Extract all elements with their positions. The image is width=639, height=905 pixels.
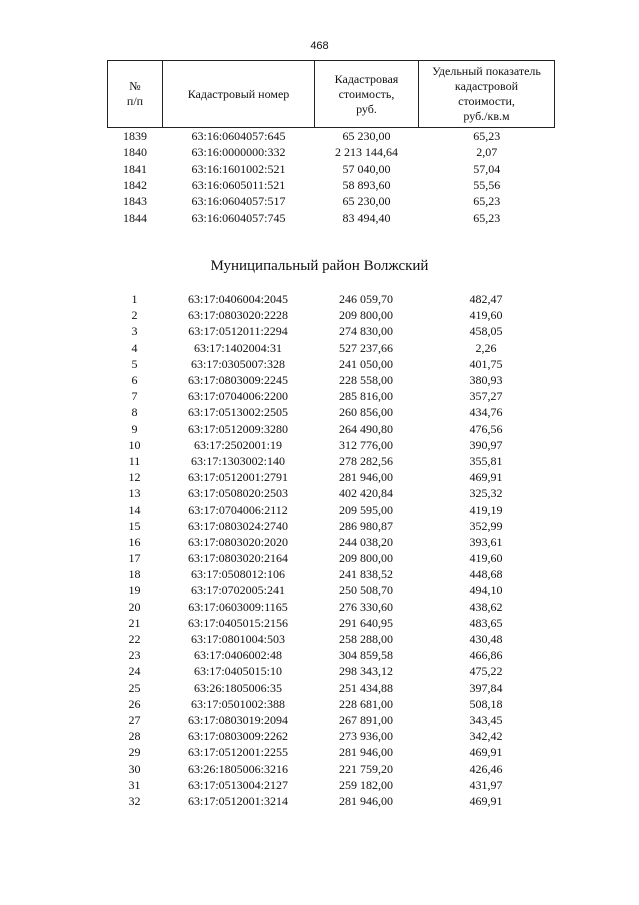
cadastral-number: 63:16:0000000:332 bbox=[191, 145, 286, 160]
cadastral-value: 281 946,00 bbox=[339, 793, 393, 808]
specific-value: 419,60 bbox=[469, 308, 503, 323]
header-num-label: № п/п bbox=[126, 79, 144, 108]
specific-value: 475,22 bbox=[469, 664, 503, 679]
specific-value: 448,68 bbox=[469, 567, 503, 582]
cadastral-number: 63:17:0508012:106 bbox=[190, 567, 285, 582]
specific-value: 397,84 bbox=[469, 680, 503, 695]
cadastral-number: 63:26:1805006:3216 bbox=[187, 761, 288, 776]
cadastral-number: 63:17:1402004:31 bbox=[193, 340, 282, 355]
row-number: 13 bbox=[128, 486, 141, 501]
specific-value: 469,91 bbox=[469, 745, 503, 760]
row-number: 12 bbox=[128, 470, 141, 485]
cadastral-number: 63:16:0604057:645 bbox=[191, 129, 286, 144]
cadastral-number: 63:17:0501002:388 bbox=[190, 696, 285, 711]
cadastral-value: 241 838,52 bbox=[339, 567, 393, 582]
specific-value: 431,97 bbox=[469, 777, 503, 792]
table-row bbox=[107, 437, 554, 453]
specific-value: 494,10 bbox=[469, 583, 503, 598]
specific-value: 352,99 bbox=[469, 518, 503, 533]
row-number: 22 bbox=[128, 632, 141, 647]
section-rows bbox=[107, 291, 554, 809]
cadastral-number: 63:17:0704006:2112 bbox=[188, 502, 288, 517]
header-specific-value-label: Удельный показатель кадастровой стоимости, руб./кв.м bbox=[432, 64, 541, 123]
cadastral-value: 58 893,60 bbox=[342, 178, 391, 193]
row-number: 9 bbox=[131, 421, 138, 436]
table-row bbox=[107, 485, 554, 501]
cadastral-value: 264 490,80 bbox=[339, 421, 393, 436]
row-number: 1 bbox=[131, 292, 138, 307]
cadastral-number: 63:17:0803020:2020 bbox=[187, 534, 288, 549]
specific-value: 393,61 bbox=[469, 534, 503, 549]
table-row bbox=[107, 566, 554, 582]
table-row bbox=[107, 712, 554, 728]
table-row bbox=[107, 663, 554, 679]
cadastral-value: 267 891,00 bbox=[339, 712, 393, 727]
specific-value: 469,91 bbox=[469, 470, 503, 485]
cadastral-number: 63:17:0702005:241 bbox=[190, 583, 285, 598]
cadastral-number: 63:17:0512001:2255 bbox=[187, 745, 288, 760]
row-number: 11 bbox=[128, 453, 141, 468]
cadastral-value: 209 800,00 bbox=[339, 308, 393, 323]
cadastral-value: 228 558,00 bbox=[339, 373, 393, 388]
cadastral-value: 527 237,66 bbox=[339, 340, 393, 355]
table-row bbox=[107, 388, 554, 404]
cadastral-number: 63:17:0803009:2262 bbox=[187, 729, 288, 744]
cadastral-number: 63:17:0512009:3280 bbox=[187, 421, 288, 436]
specific-value: 419,19 bbox=[469, 502, 503, 517]
cadastral-number: 63:16:0604057:517 bbox=[191, 194, 286, 209]
table-row bbox=[107, 615, 554, 631]
table-row bbox=[108, 128, 555, 145]
row-number: 1839 bbox=[123, 129, 147, 144]
header-cadastral-number bbox=[163, 61, 315, 128]
cadastral-value: 312 776,00 bbox=[339, 437, 393, 452]
header-specific-value bbox=[419, 61, 555, 128]
specific-value: 343,45 bbox=[469, 712, 503, 727]
cadastral-value: 244 038,20 bbox=[339, 534, 393, 549]
cadastral-value: 251 434,88 bbox=[339, 680, 393, 695]
cadastral-value: 276 330,60 bbox=[339, 599, 393, 614]
table-row bbox=[107, 356, 554, 372]
cadastral-value: 274 830,00 bbox=[339, 324, 393, 339]
specific-value: 419,60 bbox=[469, 551, 503, 566]
specific-value: 458,05 bbox=[469, 324, 503, 339]
cadastral-number: 63:16:0605011:521 bbox=[191, 178, 286, 193]
specific-value: 65,23 bbox=[473, 194, 501, 209]
specific-value: 426,46 bbox=[469, 761, 503, 776]
table-row bbox=[107, 518, 554, 534]
table-row bbox=[107, 340, 554, 356]
table-row bbox=[107, 599, 554, 615]
table-row bbox=[107, 404, 554, 420]
row-number: 15 bbox=[128, 518, 141, 533]
specific-value: 57,04 bbox=[473, 161, 501, 176]
row-number: 16 bbox=[128, 534, 141, 549]
row-number: 18 bbox=[128, 567, 141, 582]
cadastral-value: 291 640,95 bbox=[339, 615, 393, 630]
cadastral-value: 221 759,20 bbox=[339, 761, 393, 776]
row-number: 1840 bbox=[123, 145, 147, 160]
cadastral-value: 250 508,70 bbox=[339, 583, 393, 598]
row-number: 32 bbox=[128, 793, 141, 808]
row-number: 1842 bbox=[123, 178, 147, 193]
specific-value: 508,18 bbox=[469, 696, 503, 711]
cadastral-number: 63:16:0604057:745 bbox=[191, 210, 286, 225]
page-number: 468 bbox=[310, 40, 329, 52]
row-number: 20 bbox=[128, 599, 141, 614]
cadastral-value: 285 816,00 bbox=[339, 389, 393, 404]
table-row bbox=[107, 323, 554, 339]
specific-value: 476,56 bbox=[469, 421, 503, 436]
cadastral-number: 63:17:0406002:48 bbox=[193, 648, 282, 663]
table-row bbox=[108, 209, 555, 225]
row-number: 1841 bbox=[123, 161, 147, 176]
table-row bbox=[108, 193, 555, 209]
row-number: 21 bbox=[128, 615, 141, 630]
cadastral-number: 63:17:0512001:3214 bbox=[187, 793, 288, 808]
cadastral-number: 63:17:0803020:2228 bbox=[187, 308, 288, 323]
table-row bbox=[107, 534, 554, 550]
table-row bbox=[107, 307, 554, 323]
row-number: 10 bbox=[128, 437, 141, 452]
cadastral-number: 63:16:1601002:521 bbox=[191, 161, 286, 176]
cadastral-number: 63:17:0603009:1165 bbox=[188, 599, 288, 614]
specific-value: 430,48 bbox=[469, 632, 503, 647]
specific-value: 483,65 bbox=[469, 615, 503, 630]
row-number: 4 bbox=[131, 340, 138, 355]
cadastral-value: 260 856,00 bbox=[339, 405, 393, 420]
row-number: 14 bbox=[128, 502, 141, 517]
table-row bbox=[107, 631, 554, 647]
cadastral-number: 63:17:0513004:2127 bbox=[187, 777, 288, 792]
specific-value: 342,42 bbox=[469, 729, 503, 744]
cadastral-number: 63:17:0512001:2791 bbox=[187, 470, 288, 485]
table-header-row bbox=[108, 61, 555, 128]
row-number: 23 bbox=[128, 648, 141, 663]
table-row bbox=[107, 501, 554, 517]
cadastral-value: 209 595,00 bbox=[339, 502, 393, 517]
table-row bbox=[107, 777, 554, 793]
cadastral-value: 228 681,00 bbox=[339, 696, 393, 711]
row-number: 3 bbox=[131, 324, 138, 339]
row-number: 31 bbox=[128, 777, 141, 792]
table-row bbox=[107, 421, 554, 437]
table-row bbox=[108, 177, 555, 193]
cadastral-number: 63:17:0803024:2740 bbox=[187, 518, 288, 533]
header-cadastral-value-label: Кадастровая стоимость, руб. bbox=[334, 71, 399, 116]
cadastral-value: 273 936,00 bbox=[339, 729, 393, 744]
specific-value: 401,75 bbox=[469, 356, 503, 371]
specific-value: 357,27 bbox=[469, 389, 503, 404]
row-number: 6 bbox=[131, 373, 138, 388]
table-row bbox=[107, 550, 554, 566]
cadastral-value: 304 859,58 bbox=[339, 648, 393, 663]
cadastral-value: 2 213 144,64 bbox=[335, 145, 398, 160]
specific-value: 438,62 bbox=[469, 599, 503, 614]
specific-value: 380,93 bbox=[469, 373, 503, 388]
top-rows bbox=[108, 128, 555, 226]
row-number: 27 bbox=[128, 712, 141, 727]
cadastral-number: 63:17:0405015:2156 bbox=[187, 615, 288, 630]
row-number: 25 bbox=[128, 680, 141, 695]
cadastral-number: 63:17:0704006:2200 bbox=[187, 389, 288, 404]
header-cadastral-value bbox=[315, 61, 419, 128]
table-row bbox=[107, 372, 554, 388]
cadastral-number: 63:17:0405015:10 bbox=[193, 664, 282, 679]
cadastral-number: 63:17:0512011:2294 bbox=[188, 324, 288, 339]
table-row bbox=[107, 469, 554, 485]
cadastral-value: 57 040,00 bbox=[342, 161, 391, 176]
cadastral-value: 281 946,00 bbox=[339, 470, 393, 485]
cadastral-value: 278 282,56 bbox=[339, 453, 393, 468]
cadastral-number: 63:17:0406004:2045 bbox=[187, 292, 288, 307]
cadastral-value: 246 059,70 bbox=[339, 292, 393, 307]
row-number: 29 bbox=[128, 745, 141, 760]
specific-value: 2,07 bbox=[476, 145, 498, 160]
row-number: 19 bbox=[128, 583, 141, 598]
row-number: 26 bbox=[128, 696, 141, 711]
cadastral-value: 83 494,40 bbox=[342, 210, 391, 225]
table-row bbox=[107, 696, 554, 712]
header-cadastral-number-label: Кадастровый номер bbox=[187, 86, 290, 101]
row-number: 7 bbox=[131, 389, 138, 404]
specific-value: 325,32 bbox=[469, 486, 503, 501]
row-number: 8 bbox=[131, 405, 138, 420]
table-row bbox=[107, 680, 554, 696]
specific-value: 466,86 bbox=[469, 648, 503, 663]
cadastral-value: 241 050,00 bbox=[339, 356, 393, 371]
table-row bbox=[107, 760, 554, 776]
row-number: 24 bbox=[128, 664, 141, 679]
specific-value: 390,97 bbox=[469, 437, 503, 452]
cadastral-number: 63:17:0801004:503 bbox=[190, 632, 285, 647]
section-table bbox=[107, 291, 554, 809]
cadastral-value: 402 420,84 bbox=[339, 486, 393, 501]
cadastral-number: 63:17:0803019:2094 bbox=[187, 712, 288, 727]
specific-value: 355,81 bbox=[469, 453, 503, 468]
header-num bbox=[108, 61, 163, 128]
table-row bbox=[108, 144, 555, 160]
cadastral-value: 286 980,87 bbox=[339, 518, 393, 533]
cadastral-number: 63:17:0803009:2245 bbox=[187, 373, 288, 388]
cadastral-value: 258 288,00 bbox=[339, 632, 393, 647]
cadastral-value: 65 230,00 bbox=[342, 129, 391, 144]
row-number: 17 bbox=[128, 551, 141, 566]
cadastral-number: 63:17:0513002:2505 bbox=[187, 405, 288, 420]
row-number: 1844 bbox=[123, 210, 147, 225]
cadastral-value: 281 946,00 bbox=[339, 745, 393, 760]
cadastral-value: 259 182,00 bbox=[339, 777, 393, 792]
cadastral-value: 298 343,12 bbox=[339, 664, 393, 679]
cadastral-number: 63:17:0508020:2503 bbox=[187, 486, 288, 501]
cadastral-table bbox=[107, 60, 555, 226]
cadastral-number: 63:17:0305007:328 bbox=[190, 356, 285, 371]
specific-value: 482,47 bbox=[469, 292, 503, 307]
specific-value: 55,56 bbox=[473, 178, 501, 193]
table-row bbox=[107, 793, 554, 809]
cadastral-value: 65 230,00 bbox=[342, 194, 391, 209]
specific-value: 65,23 bbox=[473, 129, 501, 144]
specific-value: 469,91 bbox=[469, 793, 503, 808]
table-row bbox=[107, 582, 554, 598]
section-title: Муниципальный район Волжский bbox=[210, 258, 429, 274]
row-number: 28 bbox=[128, 729, 141, 744]
cadastral-number: 63:26:1805006:35 bbox=[193, 680, 282, 695]
table-row bbox=[108, 161, 555, 177]
cadastral-number: 63:17:2502001:19 bbox=[193, 437, 282, 452]
cadastral-number: 63:17:0803020:2164 bbox=[187, 551, 288, 566]
table-row bbox=[107, 647, 554, 663]
table-row bbox=[107, 728, 554, 744]
specific-value: 2,26 bbox=[475, 340, 497, 355]
specific-value: 434,76 bbox=[469, 405, 503, 420]
cadastral-value: 209 800,00 bbox=[339, 551, 393, 566]
row-number: 5 bbox=[131, 356, 138, 371]
table-row bbox=[107, 291, 554, 307]
row-number: 2 bbox=[131, 308, 138, 323]
row-number: 30 bbox=[128, 761, 141, 776]
cadastral-number: 63:17:1303002:140 bbox=[190, 453, 285, 468]
table-row bbox=[107, 453, 554, 469]
row-number: 1843 bbox=[123, 194, 147, 209]
specific-value: 65,23 bbox=[473, 210, 501, 225]
table-row bbox=[107, 744, 554, 760]
